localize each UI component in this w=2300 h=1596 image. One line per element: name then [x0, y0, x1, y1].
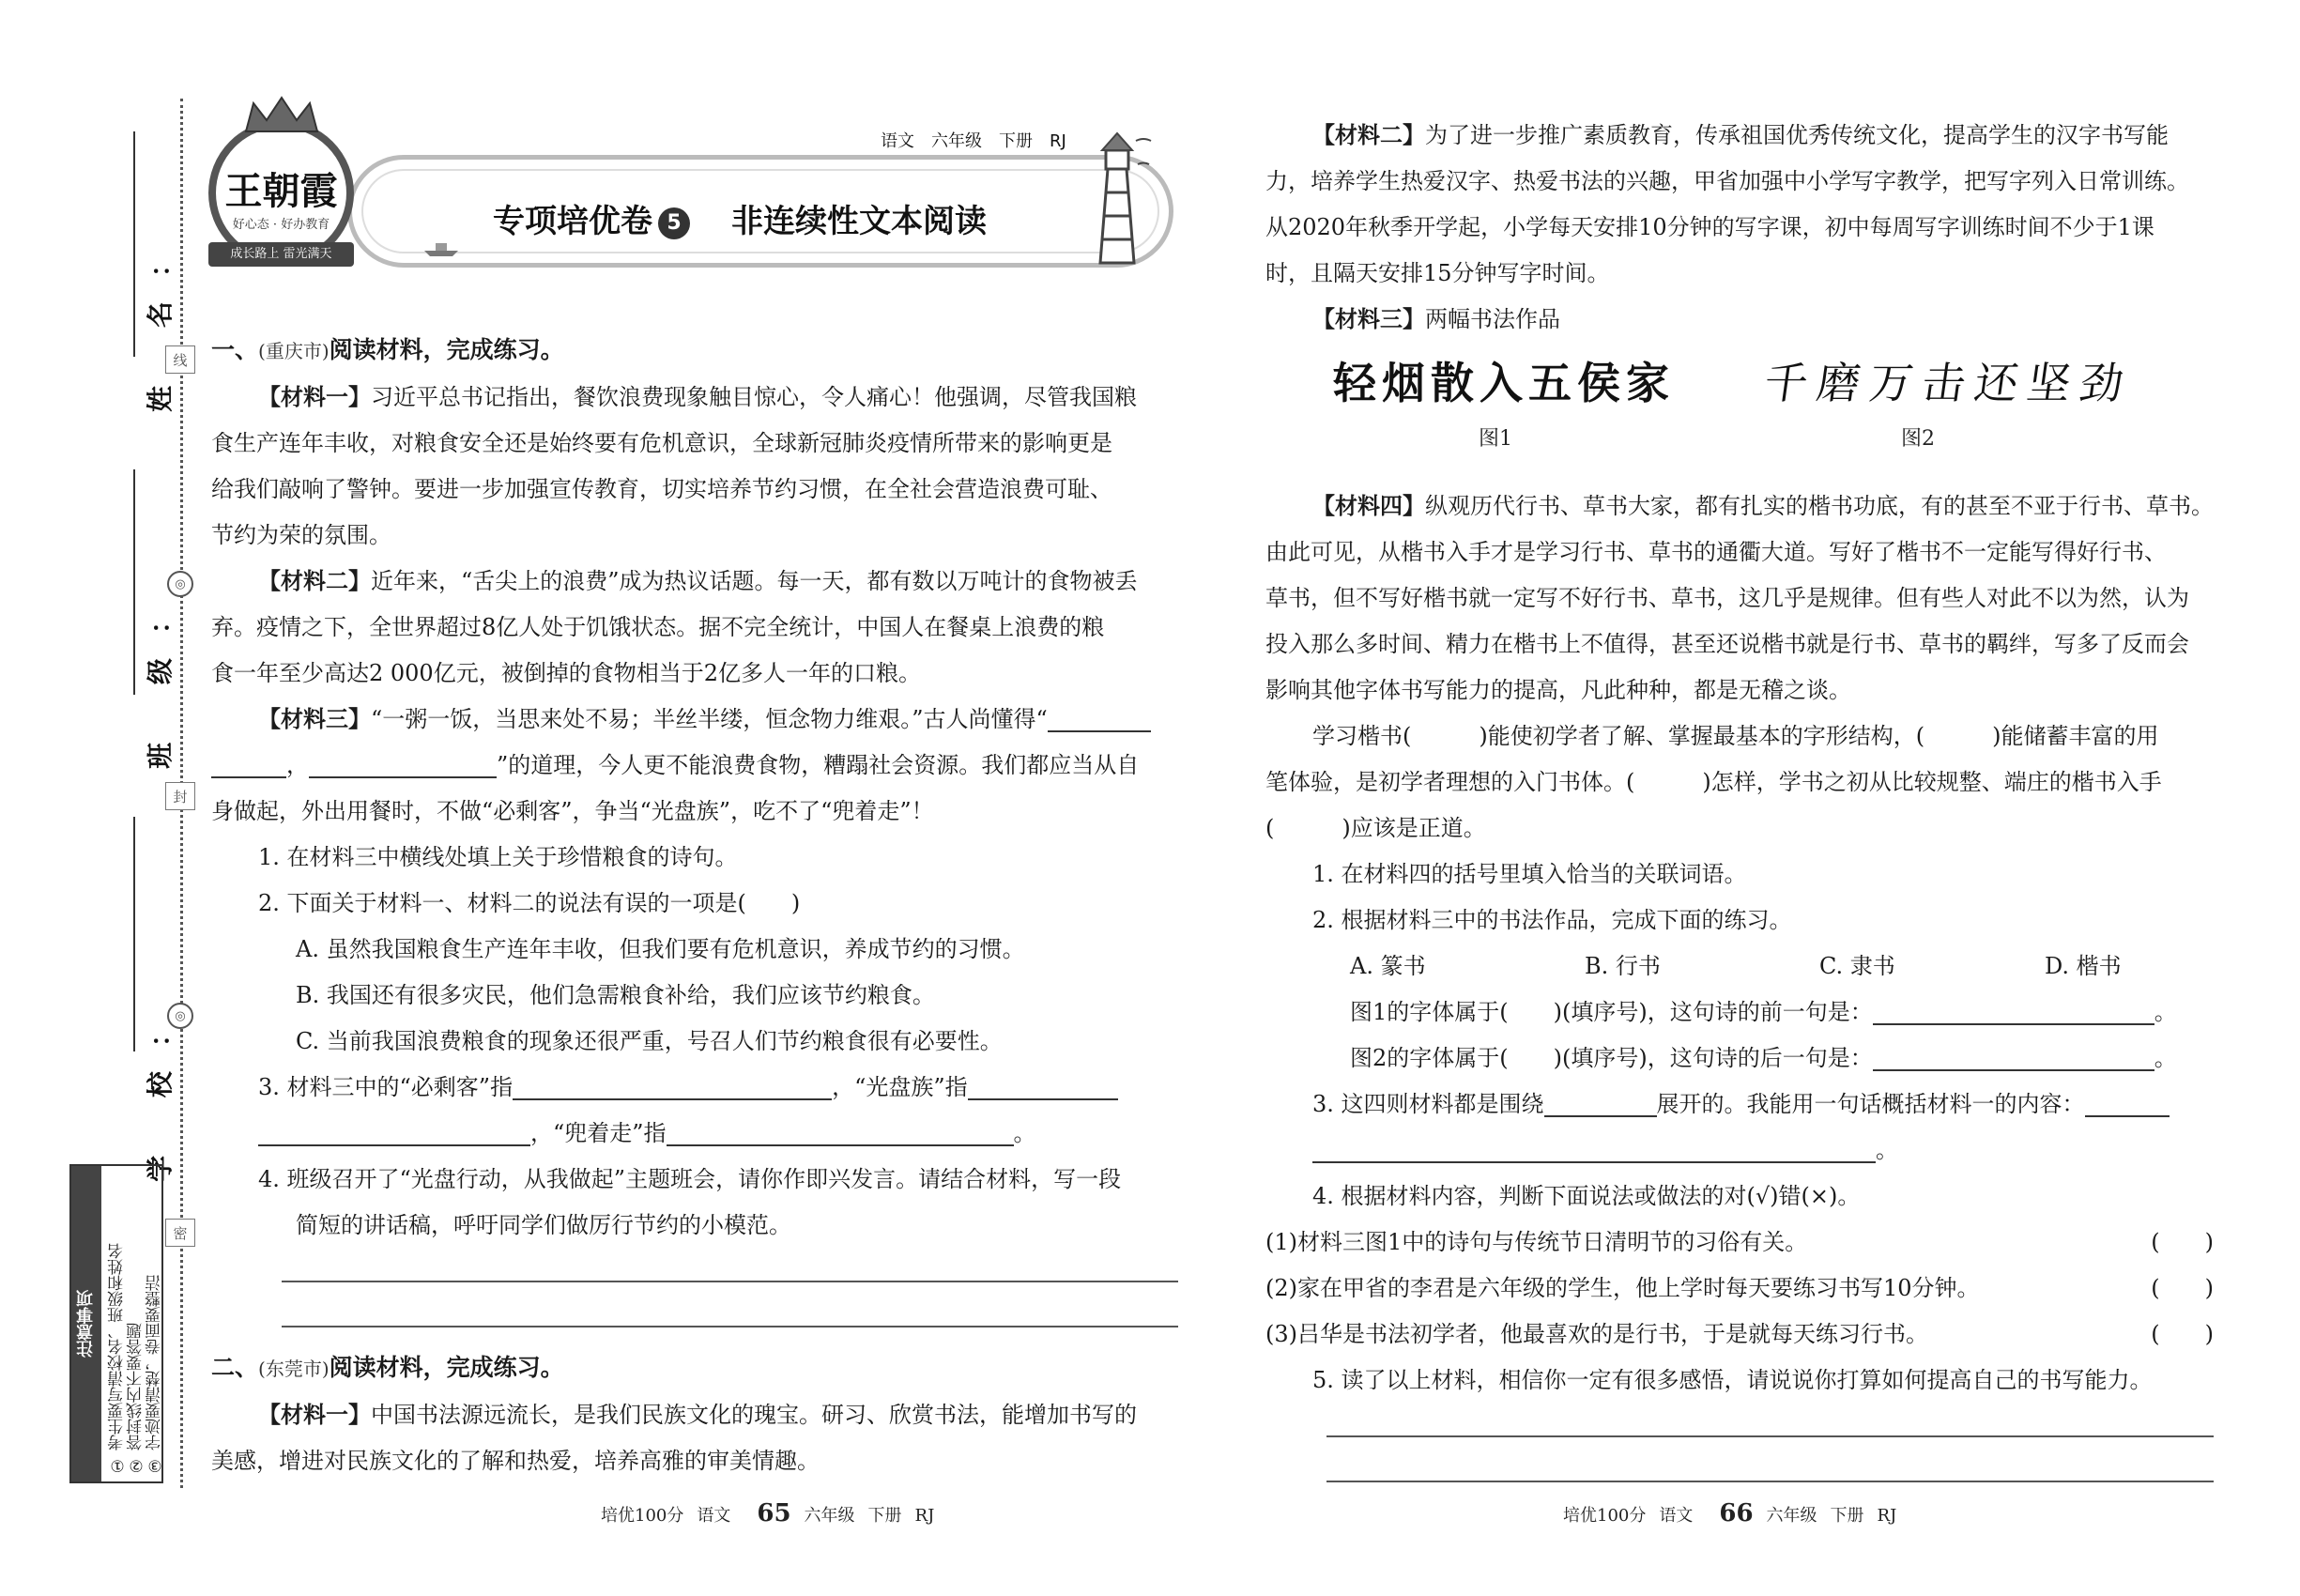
question-4: 4. 根据材料内容，判断下面说法或做法的对(√)错(×)。 — [1312, 1183, 1861, 1209]
option-c[interactable]: C. 当前我国浪费粮食的现象还很严重，号召人们节约粮食很有必要性。 — [296, 1028, 1003, 1054]
text-line: 笔体验，是初学者理想的入门书体。( )怎样，学书之初从比较规整、端庄的楷书入手 — [1265, 769, 2162, 795]
answer-line[interactable] — [1326, 1481, 2214, 1482]
seal-char: 密 — [165, 1219, 195, 1247]
answer-blank[interactable] — [667, 1118, 1014, 1146]
material-paragraph: 【材料一】习近平总书记指出，餐饮浪费现象触目惊心，令人痛心！他强调，尽管我国粮 — [258, 384, 1137, 410]
page-number: 66 — [1719, 1499, 1754, 1527]
judge-item: (2)家在甲省的李君是六年级的学生，他上学时每天要练习书写10分钟。 ( ) — [1265, 1266, 2214, 1312]
page-title — [493, 195, 987, 241]
topic-title: 非连续性文本阅读 — [731, 203, 987, 240]
meta-subject: 语文 — [881, 131, 914, 151]
binding-margin — [0, 0, 188, 1596]
material-paragraph: 【材料二】为了进一步推广素质教育，传承祖国优秀传统文化，提高学生的汉字书写能 — [1312, 122, 2169, 148]
answer-paren[interactable]: ( ) — [2151, 1229, 2214, 1255]
material-tag: 【材料二】 — [258, 568, 371, 594]
section-1-heading: 一、(重庆市)阅读材料，完成练习。 — [211, 336, 564, 363]
class-label: 班 级： — [144, 583, 176, 769]
footer-term: 下册 — [1830, 1506, 1864, 1526]
question-2: 2. 下面关于材料一、材料二的说法有误的一项是( ) — [258, 890, 801, 916]
page-footer-right — [1563, 1499, 1909, 1527]
material-tag: 【材料一】 — [258, 1402, 371, 1428]
answer-paren[interactable]: ( ) — [2151, 1275, 2214, 1301]
seal-char: 封 — [165, 782, 195, 810]
text-line: 给我们敲响了警钟。要进一步加强宣传教育，切实培养节约习惯，在全社会营造浪费可耻、 — [211, 476, 1112, 502]
series-name: 专项培优卷 — [493, 203, 652, 240]
answer-line[interactable] — [282, 1281, 1178, 1282]
footer-edition: RJ — [1877, 1506, 1897, 1526]
text-line: ( )应该是正道。 — [1265, 815, 1486, 841]
binding-hole: ◎ — [167, 571, 193, 597]
meta-edition: RJ — [1050, 131, 1066, 151]
note-item: ① 考生要写清校名、班级和姓名 — [108, 1242, 127, 1474]
seal-char: 线 — [165, 345, 195, 374]
answer-line[interactable] — [1326, 1435, 2214, 1437]
answer-blank[interactable] — [968, 1072, 1118, 1100]
page-number: 65 — [757, 1499, 791, 1527]
text-line: 节约为荣的氛围。 — [211, 522, 391, 548]
text-line: 美感，增进对民族文化的了解和热爱，培养高雅的审美情趣。 — [211, 1448, 820, 1474]
text-line: 草书，但不写好楷书就一定写不好行书、草书，这几乎是规律。但有些人对此不以为然，认为 — [1265, 585, 2189, 611]
question-4: 4. 班级召开了“光盘行动，从我做起”主题班会，请你作即兴发言。请结合材料，写一段 — [258, 1166, 1122, 1192]
page-footer-left — [601, 1499, 947, 1527]
footer-grade: 六年级 — [1766, 1506, 1817, 1526]
material-paragraph: 【材料四】纵观历代行书、草书大家，都有扎实的楷书功底，有的甚至不亚于行书、草书。 — [1312, 493, 2214, 519]
school-label: 学 校： — [144, 996, 176, 1182]
footer-subject: 语文 — [1659, 1506, 1694, 1526]
answer-blank[interactable] — [258, 1118, 530, 1146]
binding-hole: ◎ — [167, 1003, 193, 1029]
question-3: 3. 材料三中的“必剩客”指 ，“光盘族”指 — [211, 1065, 1178, 1111]
school-field[interactable] — [133, 817, 135, 1051]
ship-icon — [422, 239, 460, 258]
figure-1-caption: 图1 — [1479, 427, 1512, 451]
question-2-line-2: 图2的字体属于( )(填序号)，这句诗的后一句是： 。 — [1350, 1045, 2177, 1071]
question-5: 5. 读了以上材料，相信你一定有很多感悟，请说说你打算如何提高自己的书写能力。 — [1312, 1367, 2153, 1393]
name-field[interactable] — [133, 131, 135, 357]
text-line: 影响其他字体书写能力的提高，凡此种种，都是无稽之谈。 — [1265, 677, 1851, 703]
text-line: ， ”的道理，今人更不能浪费食物，糟蹋社会资源。我们都应当从自 — [211, 743, 1178, 789]
material-tag: 【材料一】 — [258, 384, 371, 410]
lighthouse-icon — [1080, 122, 1155, 272]
text-line: 身做起，外出用餐时，不做“必剩客”，争当“光盘族”，吃不了“兜着走”！ — [211, 798, 934, 824]
calligraphy-figure-2: 千磨万击还坚劲 — [1760, 358, 2137, 408]
section-2-heading: 二、(东莞市)阅读材料，完成练习。 — [211, 1354, 564, 1381]
meta-grade: 六年级 — [931, 131, 982, 151]
paper-number: 5 — [658, 207, 690, 239]
section-region: (重庆市) — [258, 340, 330, 362]
footer-grade: 六年级 — [804, 1506, 855, 1526]
notes-box — [69, 1164, 163, 1483]
answer-blank[interactable] — [2085, 1089, 2170, 1117]
footer-term: 下册 — [867, 1506, 902, 1526]
judge-item: (3)吕华是书法初学者，他最喜欢的是行书，于是就每天练习行书。 ( ) — [1265, 1312, 2214, 1358]
question-2: 2. 根据材料三中的书法作品，完成下面的练习。 — [1312, 907, 1792, 933]
judge-item: (1)材料三图1中的诗句与传统节日清明节的习俗有关。 ( ) — [1265, 1220, 2214, 1266]
question-1: 1. 在材料三中横线处填上关于珍惜粮食的诗句。 — [258, 844, 738, 870]
option-b[interactable]: B. 行书 — [1585, 953, 1661, 979]
name-label: 姓 名： — [144, 226, 176, 412]
crown-icon — [244, 96, 319, 133]
logo-ribbon: 成长路上 雷光满天 — [208, 242, 354, 267]
material-paragraph: 【材料二】近年来，“舌尖上的浪费”成为热议话题。每一天，都有数以万吨计的食物被丢 — [258, 568, 1138, 594]
text-line: 由此可见，从楷书入手才是学习行书、草书的通衢大道。写好了楷书不一定能写得好行书、 — [1265, 539, 2167, 565]
text-line: 力，培养学生热爱汉字、热爱书法的兴趣，甲省加强中小学写字教学，把写字列入日常训练。 — [1265, 168, 2189, 194]
meta-term: 下册 — [999, 131, 1033, 151]
calligraphy-figure-1: 轻烟散入五侯家 — [1333, 358, 1675, 408]
answer-blank[interactable] — [513, 1072, 832, 1100]
answer-blank[interactable] — [1873, 997, 2154, 1025]
footer-subject: 语文 — [697, 1506, 731, 1526]
text-line: ，“兜着走”指 。 — [211, 1111, 1178, 1157]
note-item: ③ 字迹要清楚，卷面要整洁 — [146, 1274, 164, 1474]
option-c[interactable]: C. 隶书 — [1819, 953, 1895, 979]
notes-title: 注意事项 — [71, 1166, 101, 1481]
section-region: (东莞市) — [258, 1358, 330, 1380]
text-line: 投入那么多时间、精力在楷书上不值得，甚至还说楷书就是行书、草书的羁绊，写多了反而会 — [1265, 631, 2189, 657]
answer-blank[interactable] — [1048, 704, 1151, 732]
option-d[interactable]: D. 楷书 — [2045, 953, 2122, 979]
option-b[interactable]: B. 我国还有很多灾民，他们急需粮食补给，我们应该节约粮食。 — [296, 982, 935, 1008]
text-line: 从2020年秋季开学起，小学每天安排10分钟的写字课，初中每周写字训练时间不少于1课 — [1265, 214, 2154, 240]
class-field[interactable] — [133, 469, 135, 695]
left-page — [211, 327, 1178, 1484]
answer-blank[interactable] — [1873, 1043, 2154, 1071]
option-a[interactable]: A. 虽然我国粮食生产连年丰收，但我们要有危机意识，养成节约的习惯。 — [296, 936, 1025, 962]
material-tag: 【材料四】 — [1312, 493, 1425, 519]
figure-2-caption: 图2 — [1901, 427, 1935, 451]
answer-blank[interactable] — [1544, 1089, 1657, 1117]
footer-series: 培优100分 — [1563, 1506, 1647, 1526]
brand-logo — [208, 120, 354, 266]
text-line: 。 — [1265, 1128, 2214, 1174]
footer-edition: RJ — [914, 1506, 935, 1526]
question-3: 3. 这四则材料都是围绕 展开的。我能用一句话概括材料一的内容： — [1265, 1082, 2214, 1128]
question-2-line-1: 图1的字体属于( )(填序号)，这句诗的前一句是： 。 — [1350, 999, 2177, 1025]
option-a[interactable]: A. 篆书 — [1350, 953, 1426, 979]
question-1: 1. 在材料四的括号里填入恰当的关联词语。 — [1312, 861, 1747, 887]
material-paragraph: 【材料三】两幅书法作品 — [1312, 306, 1560, 332]
note-item: ② 答封线内不要答题 — [127, 1322, 146, 1474]
right-page — [1265, 113, 2214, 1482]
option-list — [1265, 944, 2214, 990]
text-line: 食生产连年丰收，对粮食安全还是始终要有危机意识，全球新冠肺炎疫情所带来的影响更是 — [211, 430, 1112, 456]
logo-name: 王朝霞 — [224, 169, 338, 213]
footer-series: 培优100分 — [601, 1506, 684, 1526]
book-meta — [881, 128, 1083, 152]
material-tag: 【材料三】 — [258, 706, 371, 732]
title-banner — [347, 155, 1173, 268]
answer-blank[interactable] — [211, 750, 286, 778]
material-tag: 【材料二】 — [1312, 122, 1425, 148]
material-paragraph: 【材料三】“一粥一饭，当思来处不易；半丝半缕，恒念物力维艰。”古人尚懂得“ — [211, 697, 1178, 743]
answer-line[interactable] — [282, 1326, 1178, 1327]
text-line: 学习楷书( )能使初学者了解、掌握最基本的字形结构，( )能储蓄丰富的用 — [1312, 723, 2159, 749]
text-line: 食一年至少高达2 000亿元，被倒掉的食物相当于2亿多人一年的口粮。 — [211, 660, 921, 686]
calligraphy-works — [1314, 349, 2159, 462]
text-line: 时，且隔天安排15分钟写字时间。 — [1265, 260, 1610, 286]
logo-sub: 好心态 · 好办教育 — [232, 218, 330, 232]
text-line: 弃。疫情之下，全世界超过8亿人处于饥饿状态。据不完全统计，中国人在餐桌上浪费的粮 — [211, 614, 1105, 640]
material-paragraph: 【材料一】中国书法源远流长，是我们民族文化的瑰宝。研习、欣赏书法，能增加书写的 — [258, 1402, 1137, 1428]
material-tag: 【材料三】 — [1312, 306, 1425, 332]
text-line: 简短的讲话稿，呼吁同学们做厉行节约的小模范。 — [296, 1212, 791, 1238]
answer-blank[interactable] — [309, 750, 497, 778]
answer-paren[interactable]: ( ) — [2151, 1321, 2214, 1347]
answer-blank[interactable] — [1312, 1135, 1876, 1163]
